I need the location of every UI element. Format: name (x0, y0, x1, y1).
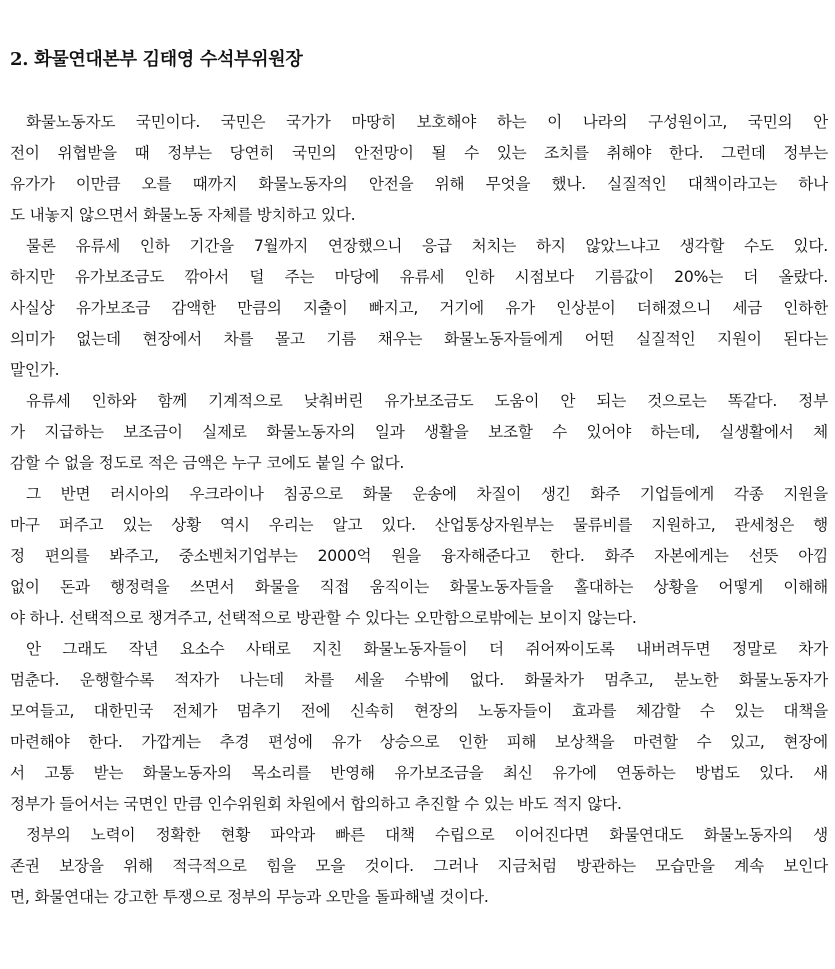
paragraph (10, 820, 828, 913)
paragraph-line: 그 반면 러시아의 우크라이나 침공으로 화물 운송에 차질이 생긴 화주 기업들에게 각종 지원을 (26, 485, 828, 503)
paragraph (10, 634, 828, 820)
paragraph-line: 면, 화물연대는 강고한 투쟁으로 정부의 무능과 오만을 돌파해낼 것이다. (10, 888, 489, 906)
paragraph-line: 마련해야 한다. 가깝게는 추경 편성에 유가 상승으로 인한 피해 보상책을 마련할 수 있고, 현장에 (10, 733, 828, 751)
paragraph-line: 물론 유류세 인하 기간을 7월까지 연장했으니 응급 처치는 하지 않았느냐고 생각할 수도 있다. (26, 237, 828, 255)
paragraph (10, 386, 828, 479)
paragraph-line: 서 고통 받는 화물노동자의 목소리를 반영해 유가보조금을 최신 유가에 연동하는 방법도 있다. 새 (10, 764, 828, 782)
paragraph (10, 231, 828, 386)
paragraph-line: 정부가 들어서는 국면인 만큼 인수위원회 차원에서 합의하고 추진할 수 있는 바도 적지 않다. (10, 795, 622, 813)
paragraph-line: 정 편의를 봐주고, 중소벤처기업부는 2000억 원을 융자해준다고 한다. 화주 자본에게는 선뜻 아낌 (10, 547, 828, 565)
paragraph-line: 멈춘다. 운행할수록 적자가 나는데 차를 세울 수밖에 없다. 화물차가 멈추고, 분노한 화물노동자가 (10, 671, 828, 689)
paragraph-line: 말인가. (10, 361, 60, 379)
paragraph-line: 가 지급하는 보조금이 실제로 화물노동자의 일과 생활을 보조할 수 있어야 하는데, 실생활에서 체 (10, 423, 828, 441)
document-title: 2. 화물연대본부 김태영 수석부위원장 (10, 49, 303, 70)
paragraph-line: 전이 위협받을 때 정부는 당연히 국민의 안전망이 될 수 있는 조치를 취해야 한다. 그런데 정부는 (10, 144, 828, 162)
paragraph-line: 존권 보장을 위해 적극적으로 힘을 모을 것이다. 그러나 지금처럼 방관하는 모습만을 계속 보인다 (10, 857, 828, 875)
paragraph-line: 안 그래도 작년 요소수 사태로 지친 화물노동자들이 더 쥐어짜이도록 내버려두면 정말로 차가 (26, 640, 828, 658)
paragraph-line: 감할 수 없을 정도로 적은 금액은 누구 코에도 붙일 수 없다. (10, 454, 405, 472)
paragraph-line: 야 하나. 선택적으로 챙겨주고, 선택적으로 방관할 수 있다는 오만함으로밖에는 보이지 않는다. (10, 609, 637, 627)
paragraph-line: 사실상 유가보조금 감액한 만큼의 지출이 빠지고, 거기에 유가 인상분이 더해졌으니 세금 인하한 (10, 299, 828, 317)
paragraph-line: 마구 퍼주고 있는 상황 역시 우리는 알고 있다. 산업통상자원부는 물류비를 지원하고, 관세청은 행 (10, 516, 828, 534)
paragraph (10, 479, 828, 634)
paragraph-line: 하지만 유가보조금도 깎아서 덜 주는 마당에 유류세 인하 시점보다 기름값이 20%는 더 올랐다. (10, 268, 828, 286)
paragraph-line: 화물노동자도 국민이다. 국민은 국가가 마땅히 보호해야 하는 이 나라의 구성원이고, 국민의 안 (26, 113, 828, 131)
paragraph-line: 없이 돈과 행정력을 쓰면서 화물을 직접 움직이는 화물노동자들을 홀대하는 상황을 어떻게 이해해 (10, 578, 828, 596)
paragraph-line: 의미가 없는데 현장에서 차를 몰고 기름 채우는 화물노동자들에게 어떤 실질적인 지원이 된다는 (10, 330, 828, 348)
document-body (10, 107, 828, 913)
paragraph-line: 유가가 이만큼 오를 때까지 화물노동자의 안전을 위해 무엇을 했나. 실질적인 대책이라고는 하나 (10, 175, 828, 193)
paragraph (10, 107, 828, 231)
paragraph-line: 유류세 인하와 함께 기계적으로 낮춰버린 유가보조금도 도움이 안 되는 것으로는 똑같다. 정부 (26, 392, 828, 410)
paragraph-line: 모여들고, 대한민국 전체가 멈추기 전에 신속히 현장의 노동자들이 효과를 체감할 수 있는 대책을 (10, 702, 828, 720)
document-page (10, 40, 828, 913)
paragraph-line: 도 내놓지 않으면서 화물노동 자체를 방치하고 있다. (10, 206, 356, 224)
paragraph-line: 정부의 노력이 정확한 현황 파악과 빠른 대책 수립으로 이어진다면 화물연대도 화물노동자의 생 (26, 826, 828, 844)
